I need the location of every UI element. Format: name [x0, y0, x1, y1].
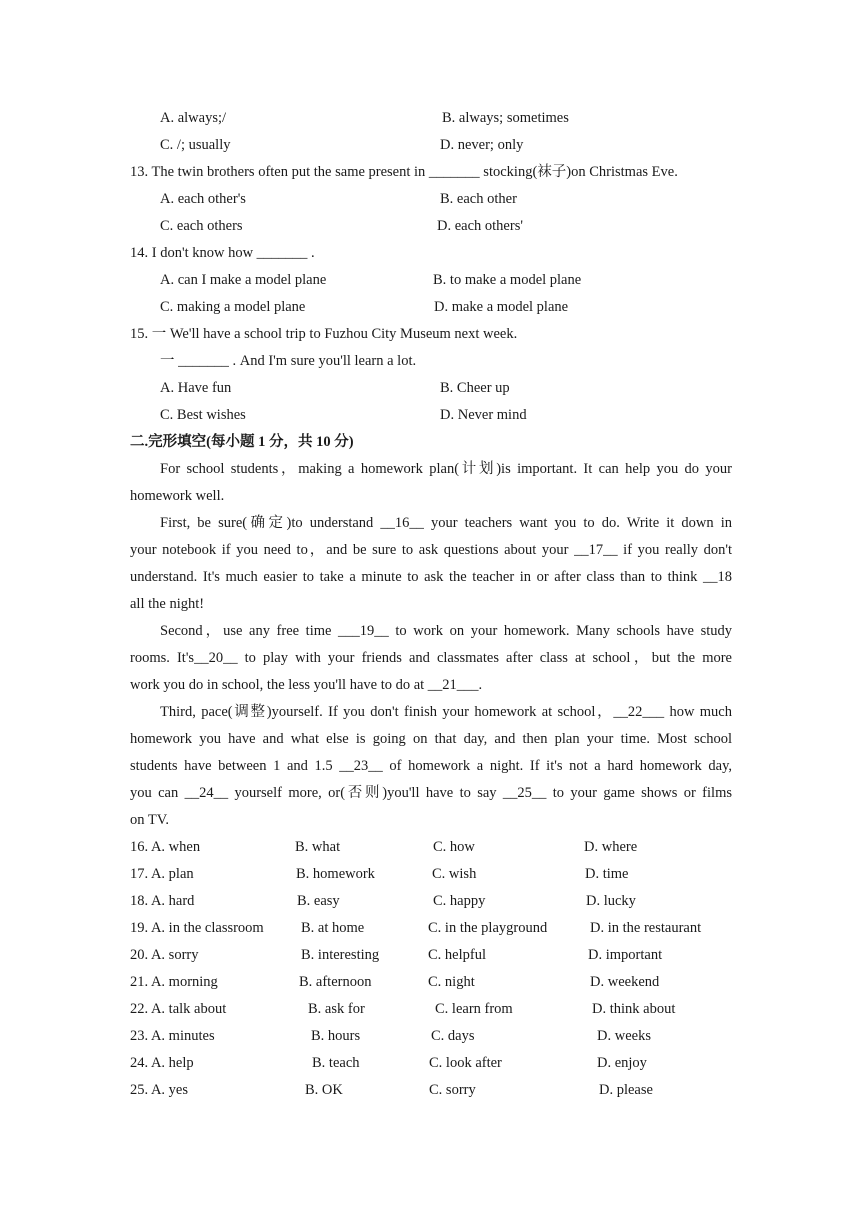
q21-option-c: C. night	[428, 974, 475, 990]
q24-option-b: B. teach	[312, 1055, 360, 1071]
passage-p1-line2: homework well.	[130, 488, 225, 504]
q25-option-b: B. OK	[305, 1082, 343, 1098]
q13-option-d: D. each others'	[437, 218, 523, 234]
q17-option-c: C. wish	[432, 866, 477, 882]
q15-option-d: D. Never mind	[440, 407, 527, 423]
q25-option-a: 25. A. yes	[130, 1082, 188, 1098]
passage-p2-line2: your notebook if you need to，and be sure to ask questions about your __17__ if you really don't	[130, 542, 732, 558]
q12-option-c: C. /; usually	[160, 137, 231, 153]
q19-option-b: B. at home	[301, 920, 365, 936]
q17-option-a: 17. A. plan	[130, 866, 194, 882]
q22-option-d: D. think about	[592, 1001, 676, 1017]
passage-p4-line4: you can __24__ yourself more, or(否则)you'll have to say __25__ to your game shows or films	[130, 785, 732, 801]
q14-option-b: B. to make a model plane	[433, 272, 582, 288]
q18-option-b: B. easy	[297, 893, 340, 909]
q13-stem: 13. The twin brothers often put the same present in _______ stocking(袜子)on Christmas Eve.	[130, 164, 678, 180]
q16-option-d: D. where	[584, 839, 638, 855]
q15-option-c: C. Best wishes	[160, 407, 246, 423]
q22-option-a: 22. A. talk about	[130, 1001, 227, 1017]
q24-option-a: 24. A. help	[130, 1055, 194, 1071]
q23-option-c: C. days	[431, 1028, 475, 1044]
q13-option-c: C. each others	[160, 218, 243, 234]
q20-option-b: B. interesting	[301, 947, 380, 963]
q12-option-d: D. never; only	[440, 137, 524, 153]
passage-p3-line3: work you do in school, the less you'll have to do at __21___.	[130, 677, 483, 693]
q23-option-a: 23. A. minutes	[130, 1028, 215, 1044]
q22-option-b: B. ask for	[308, 1001, 365, 1017]
q14-option-a: A. can I make a model plane	[160, 272, 327, 288]
passage-p4-line2: homework you have and what else is going on that day, and then plan your time. Most school	[130, 731, 732, 747]
q16-option-a: 16. A. when	[130, 839, 201, 855]
q20-option-d: D. important	[588, 947, 663, 963]
q21-option-d: D. weekend	[590, 974, 660, 990]
q19-option-d: D. in the restaurant	[590, 920, 702, 936]
q18-option-c: C. happy	[433, 893, 486, 909]
q22-option-c: C. learn from	[435, 1001, 513, 1017]
q16-option-c: C. how	[433, 839, 475, 855]
section-heading: 二.完形填空(每小题 1 分，共 10 分)	[130, 434, 354, 450]
q12-option-a: A. always;/	[160, 110, 227, 126]
q25-option-d: D. please	[599, 1082, 653, 1098]
q14-stem: 14. I don't know how _______ .	[130, 245, 315, 261]
q24-option-d: D. enjoy	[597, 1055, 647, 1071]
q15-option-a: A. Have fun	[160, 380, 232, 396]
passage-p1-line1: For school students，making a homework plan(计划)is important. It can help you do your	[160, 461, 732, 477]
q17-option-b: B. homework	[296, 866, 375, 882]
q12-option-b: B. always; sometimes	[442, 110, 569, 126]
q15-option-b: B. Cheer up	[440, 380, 510, 396]
passage-p3-line2: rooms. It's__20__ to play with your friends and classmates after class at school，but the more	[130, 650, 732, 666]
q23-option-d: D. weeks	[597, 1028, 651, 1044]
passage-p3-line1: Second，use any free time ___19__ to work on your homework. Many schools have study	[160, 623, 732, 639]
q13-option-a: A. each other's	[160, 191, 246, 207]
q18-option-a: 18. A. hard	[130, 893, 195, 909]
q15-stem: 15. 一 We'll have a school trip to Fuzhou City Museum next week.	[130, 326, 518, 342]
q21-option-a: 21. A. morning	[130, 974, 218, 990]
q19-option-a: 19. A. in the classroom	[130, 920, 264, 936]
passage-p4-line3: students have between 1 and 1.5 __23__ of homework a night. If it's not a hard homework day,	[130, 758, 732, 774]
passage-p4-line5: on TV.	[130, 812, 169, 828]
passage-p2-line4: all the night!	[130, 596, 205, 612]
q21-option-b: B. afternoon	[299, 974, 372, 990]
passage-p2-line3: understand. It's much easier to take a minute to ask the teacher in or after class than to think __18	[130, 569, 732, 585]
passage-p4-line1: Third, pace(调整)yourself. If you don't finish your homework at school，__22___ how much	[160, 704, 732, 720]
q16-option-b: B. what	[295, 839, 341, 855]
q17-option-d: D. time	[585, 866, 629, 882]
passage-p2-line1: First, be sure(确定)to understand __16__ your teachers want you to do. Write it down in	[160, 515, 732, 531]
q25-option-c: C. sorry	[429, 1082, 476, 1098]
q13-option-b: B. each other	[440, 191, 517, 207]
q23-option-b: B. hours	[311, 1028, 361, 1044]
q24-option-c: C. look after	[429, 1055, 502, 1071]
q18-option-d: D. lucky	[586, 893, 636, 909]
q20-option-a: 20. A. sorry	[130, 947, 199, 963]
q14-option-d: D. make a model plane	[434, 299, 569, 315]
q15-response-line: 一 _______ . And I'm sure you'll learn a lot.	[160, 353, 417, 369]
q20-option-c: C. helpful	[428, 947, 486, 963]
q14-option-c: C. making a model plane	[160, 299, 306, 315]
q19-option-c: C. in the playground	[428, 920, 548, 936]
